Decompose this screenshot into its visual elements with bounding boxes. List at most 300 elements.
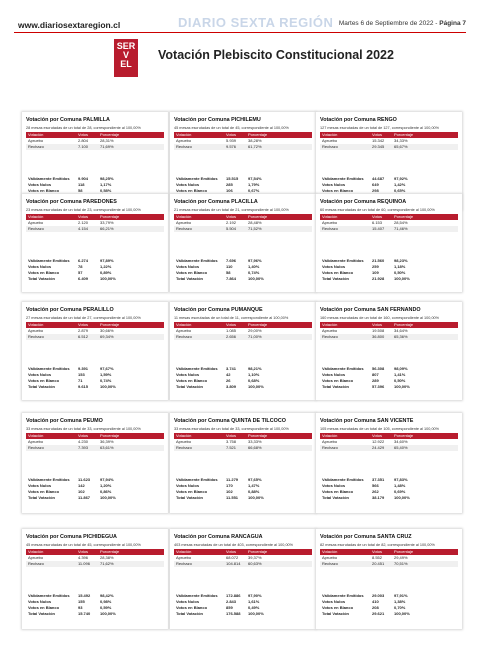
row-label: Rechazo (176, 445, 192, 450)
row-votes: 19.508 (372, 328, 385, 333)
summary-votes: 29.003 (372, 593, 385, 598)
summary-label: Votos Nulos (322, 372, 346, 377)
summary-votes: 3.741 (226, 366, 237, 371)
summary-votes: 298 (372, 188, 379, 193)
summary-percentage: 100,00% (248, 495, 264, 500)
page-title: Votación Plebiscito Constitucional 2022 (158, 48, 394, 62)
commune-results-card (170, 529, 316, 629)
summary-label: Válidamente Emitidos (28, 593, 70, 598)
row-label: Apruebo (322, 555, 338, 560)
summary-row (174, 276, 312, 282)
summary-label: Votos en Blanco (176, 489, 208, 494)
summary-row (174, 611, 312, 617)
summary-votes: 78 (78, 264, 83, 269)
card-title: Votación por Comuna PUMANQUE (174, 307, 263, 313)
row-percentage: 39,37% (248, 555, 262, 560)
summary-row (320, 384, 458, 390)
summary-percentage: 97,92% (394, 176, 408, 181)
summary-label: Válidamente Emitidos (28, 258, 70, 263)
summary-percentage: 1,41% (394, 372, 406, 377)
summary-label: Válidamente Emitidos (28, 477, 70, 482)
summary-votes: 153 (78, 372, 85, 377)
spacer (320, 451, 458, 477)
summary-votes: 21.928 (372, 276, 385, 281)
summary-votes: 208 (372, 605, 379, 610)
summary-votes: 11.867 (78, 495, 91, 500)
summary-label: Total Votación (322, 276, 349, 281)
summary-percentage: 97,65% (248, 477, 262, 482)
card-title: Votación por Comuna SANTA CRUZ (320, 534, 412, 540)
summary-votes: 807 (372, 372, 379, 377)
summary-label: Votos Nulos (176, 182, 200, 187)
header-votes: Votos (78, 433, 89, 438)
row-label: Rechazo (322, 226, 338, 231)
summary-votes: 649 (372, 182, 379, 187)
spacer (26, 567, 164, 593)
header-votes: Votos (372, 549, 383, 554)
row-votes: 20.451 (372, 561, 385, 566)
card-description: 105 mesas escrutadas de un total de 105, correspondiente al 100,00% (320, 427, 440, 431)
summary-percentage: 1,61% (248, 599, 260, 604)
row-votes: 12.922 (372, 439, 385, 444)
summary-votes: 44.687 (372, 176, 385, 181)
summary-percentage: 1,48% (394, 483, 406, 488)
row-percentage: 38,28% (248, 138, 262, 143)
row-label: Apruebo (28, 328, 44, 333)
summary-votes: 58 (226, 270, 231, 275)
row-label: Rechazo (176, 226, 192, 231)
row-label: Apruebo (322, 328, 338, 333)
header-percentage: Porcentaje (100, 433, 120, 438)
row-votes: 9.576 (226, 144, 237, 149)
summary-percentage: 0,50% (394, 378, 406, 383)
row-percentage: 29,00% (248, 328, 262, 333)
row-votes: 2.192 (226, 220, 237, 225)
summary-label: Válidamente Emitidos (176, 176, 218, 181)
header-percentage: Porcentaje (248, 322, 268, 327)
summary-label: Total Votación (28, 611, 55, 616)
header-option: Votación (322, 549, 338, 554)
summary-votes: 58 (78, 188, 83, 193)
summary-votes: 3.809 (226, 384, 237, 389)
summary-label: Votos en Blanco (28, 605, 60, 610)
summary-percentage: 0,59% (100, 605, 112, 610)
summary-percentage: 97,90% (248, 593, 262, 598)
row-label: Apruebo (322, 439, 338, 444)
header-percentage: Porcentaje (100, 214, 120, 219)
card-description: 45 mesas escrutadas de un total de 45, correspondiente al 100,00% (26, 543, 141, 547)
row-label: Rechazo (28, 445, 44, 450)
summary-row (26, 495, 164, 501)
summary-percentage: 1,10% (248, 372, 260, 377)
card-description: 23 mesas escrutadas de un total de 23, correspondiente al 100,00% (26, 208, 141, 212)
summary-votes: 57 (78, 270, 83, 275)
summary-percentage: 0,50% (394, 270, 406, 275)
summary-votes: 172.886 (226, 593, 241, 598)
newspaper-masthead: DIARIO SEXTA REGIÓN (178, 15, 334, 30)
summary-label: Votos Nulos (322, 599, 346, 604)
summary-percentage: 0,70% (394, 605, 406, 610)
header-votes: Votos (226, 132, 237, 137)
summary-percentage: 97,54% (248, 176, 262, 181)
header-percentage: Porcentaje (394, 214, 414, 219)
row-label: Apruebo (322, 138, 338, 143)
row-percentage: 71,62% (100, 561, 114, 566)
summary-label: Válidamente Emitidos (176, 366, 218, 371)
row-percentage: 28,31% (100, 138, 114, 143)
spacer (26, 451, 164, 477)
summary-votes: 2.843 (226, 599, 237, 604)
row-percentage: 66,21% (100, 226, 114, 231)
spacer (320, 340, 458, 366)
row-label: Apruebo (322, 220, 338, 225)
row-votes: 2.120 (78, 220, 89, 225)
summary-percentage: 0,98% (100, 599, 112, 604)
summary-percentage: 1,38% (394, 599, 406, 604)
row-votes: 2.879 (78, 328, 89, 333)
summary-votes: 102 (226, 489, 233, 494)
summary-row (26, 611, 164, 617)
row-votes: 2.804 (78, 138, 89, 143)
summary-row (320, 276, 458, 282)
row-votes: 1.085 (226, 328, 237, 333)
summary-votes: 259 (372, 264, 379, 269)
summary-label: Votos en Blanco (322, 605, 354, 610)
summary-votes: 566 (372, 483, 379, 488)
summary-label: Votos en Blanco (176, 270, 208, 275)
summary-label: Válidamente Emitidos (322, 593, 364, 598)
summary-label: Votos en Blanco (28, 378, 60, 383)
summary-percentage: 1,20% (100, 483, 112, 488)
card-description: 82 mesas escrutadas de un total de 82, correspondiente al 100,00% (320, 543, 435, 547)
row-votes: 6.153 (372, 220, 383, 225)
row-votes: 8.552 (372, 555, 383, 560)
card-title: Votación por Comuna SAN VICENTE (320, 418, 414, 424)
summary-percentage: 97,91% (394, 593, 408, 598)
summary-votes: 7.696 (226, 258, 237, 263)
summary-label: Votos Nulos (28, 599, 52, 604)
row-votes: 104.814 (226, 561, 241, 566)
summary-votes: 11.623 (78, 477, 91, 482)
summary-votes: 410 (372, 599, 379, 604)
row-label: Apruebo (28, 220, 44, 225)
spacer (174, 340, 312, 366)
row-votes: 4.230 (78, 439, 89, 444)
card-description: 21 mesas escrutadas de un total de 21, correspondiente al 100,00% (174, 208, 289, 212)
row-label: Apruebo (176, 138, 192, 143)
row-percentage: 63,61% (100, 445, 114, 450)
row-label: Apruebo (176, 555, 192, 560)
summary-votes: 26 (226, 378, 231, 383)
summary-label: Votos en Blanco (322, 188, 354, 193)
row-label: Rechazo (322, 334, 338, 339)
row-votes: 15.342 (372, 138, 385, 143)
commune-results-card (22, 194, 168, 292)
card-title: Votación por Comuna PICHILEMU (174, 117, 261, 123)
row-label: Rechazo (176, 561, 192, 566)
row-label: Apruebo (176, 328, 192, 333)
summary-label: Votos en Blanco (28, 188, 60, 193)
row-percentage: 69,34% (100, 334, 114, 339)
summary-label: Votos Nulos (176, 483, 200, 488)
summary-percentage: 0,86% (100, 489, 112, 494)
row-percentage: 71,52% (248, 226, 262, 231)
card-title: Votación por Comuna PEUMO (26, 418, 103, 424)
header-votes: Votos (372, 322, 383, 327)
summary-label: Votos Nulos (322, 483, 346, 488)
row-votes: 6.512 (78, 334, 89, 339)
row-votes: 7.521 (226, 445, 237, 450)
card-title: Votación por Comuna SAN FERNANDO (320, 307, 421, 313)
summary-percentage: 1,42% (394, 182, 406, 187)
summary-votes: 11.279 (226, 477, 239, 482)
row-percentage: 65,40% (394, 445, 408, 450)
row-label: Rechazo (28, 226, 44, 231)
row-votes: 5.504 (226, 226, 237, 231)
card-title: Votación por Comuna RANCAGUA (174, 534, 263, 540)
summary-label: Votos Nulos (176, 599, 200, 604)
card-title: Votación por Comuna QUINTA DE TILCOCO (174, 418, 286, 424)
commune-results-card (170, 413, 316, 513)
card-title: Votación por Comuna PICHIDEGUA (26, 534, 117, 540)
header-option: Votación (322, 214, 338, 219)
summary-percentage: 100,00% (248, 276, 264, 281)
summary-percentage: 100,00% (248, 384, 264, 389)
row-votes: 11.096 (78, 561, 90, 566)
card-description: 160 mesas escrutadas de un total de 160, correspondiente al 100,00% (320, 316, 440, 320)
summary-percentage: 1,40% (248, 264, 260, 269)
summary-percentage: 1,17% (100, 182, 112, 187)
row-votes: 29.345 (372, 144, 385, 149)
summary-percentage: 1,22% (100, 264, 112, 269)
commune-results-card (22, 413, 168, 513)
summary-label: Votos en Blanco (322, 378, 354, 383)
summary-percentage: 100,00% (100, 495, 116, 500)
spacer (174, 567, 312, 593)
header-percentage: Porcentaje (100, 549, 120, 554)
summary-votes: 56.308 (372, 366, 385, 371)
row-label: Rechazo (322, 144, 338, 149)
row-percentage: 28,48% (248, 220, 262, 225)
row-percentage: 34,33% (394, 138, 408, 143)
summary-percentage: 100,00% (394, 495, 410, 500)
row-percentage: 28,38% (100, 555, 114, 560)
row-label: Apruebo (28, 439, 44, 444)
row-votes: 24.429 (372, 445, 385, 450)
row-label: Rechazo (322, 445, 338, 450)
summary-label: Total Votación (322, 384, 349, 389)
row-percentage: 34,60% (394, 439, 408, 444)
summary-row (26, 276, 164, 282)
card-description: 33 mesas escrutadas de un total de 33, correspondiente al 100,00% (26, 427, 141, 431)
summary-votes: 176.588 (226, 611, 241, 616)
header-votes: Votos (78, 549, 89, 554)
header-option: Votación (28, 132, 44, 137)
summary-percentage: 98,09% (394, 366, 408, 371)
summary-label: Válidamente Emitidos (322, 366, 364, 371)
site-url[interactable]: www.diariosextaregion.cl (18, 20, 121, 30)
logo-line-3: EL (120, 59, 132, 69)
header-option: Votación (176, 433, 192, 438)
servel-logo (114, 39, 138, 77)
card-description: 28 mesas escrutadas de un total de 28, correspondiente al 100,00% (26, 126, 141, 130)
summary-votes: 110 (226, 264, 233, 269)
summary-votes: 37.351 (372, 477, 385, 482)
summary-votes: 71 (78, 378, 83, 383)
row-votes: 15.407 (372, 226, 385, 231)
card-description: 127 mesas escrutadas de un total de 127, correspondiente al 100,00% (320, 126, 440, 130)
summary-percentage: 1,59% (100, 372, 112, 377)
commune-results-card (170, 302, 316, 400)
card-description: 11 mesas escrutadas de un total de 11, correspondiente al 100,00% (174, 316, 289, 320)
summary-votes: 9.904 (78, 176, 89, 181)
summary-percentage: 97,83% (394, 477, 408, 482)
summary-votes: 93 (78, 605, 83, 610)
summary-percentage: 0,65% (394, 188, 406, 193)
summary-votes: 9.391 (78, 366, 89, 371)
header-option: Votación (176, 322, 192, 327)
summary-label: Votos Nulos (28, 182, 52, 187)
summary-label: Total Votación (322, 611, 349, 616)
summary-votes: 15.492 (78, 593, 91, 598)
summary-label: Total Votación (28, 495, 55, 500)
summary-label: Votos en Blanco (322, 489, 354, 494)
summary-percentage: 97,89% (100, 258, 114, 263)
summary-percentage: 98,23% (394, 258, 408, 263)
row-votes: 2.656 (226, 334, 237, 339)
header-option: Votación (322, 322, 338, 327)
spacer (26, 340, 164, 366)
spacer (320, 567, 458, 593)
summary-label: Votos Nulos (322, 182, 346, 187)
summary-label: Votos Nulos (28, 372, 52, 377)
logo-line-2: V (122, 50, 129, 60)
row-percentage: 71,46% (394, 226, 408, 231)
summary-votes: 15.740 (78, 611, 91, 616)
commune-results-card (22, 302, 168, 400)
header-votes: Votos (226, 322, 237, 327)
row-votes: 3.758 (226, 439, 237, 444)
summary-label: Válidamente Emitidos (322, 176, 364, 181)
summary-votes: 102 (78, 489, 85, 494)
summary-label: Votos Nulos (176, 264, 200, 269)
summary-row (320, 611, 458, 617)
spacer (320, 232, 458, 258)
header-option: Votación (176, 549, 192, 554)
summary-row (174, 384, 312, 390)
row-votes: 36.800 (372, 334, 385, 339)
row-percentage: 30,66% (100, 328, 114, 333)
header-percentage: Porcentaje (394, 433, 414, 438)
row-label: Apruebo (176, 439, 192, 444)
summary-votes: 262 (372, 489, 379, 494)
summary-votes: 289 (372, 378, 379, 383)
header-option: Votación (28, 214, 44, 219)
summary-row (174, 495, 312, 501)
row-label: Rechazo (28, 561, 44, 566)
summary-label: Válidamente Emitidos (28, 176, 70, 181)
summary-percentage: 98,42% (100, 593, 114, 598)
summary-label: Votos en Blanco (176, 188, 208, 193)
row-label: Rechazo (322, 561, 338, 566)
summary-percentage: 0,69% (394, 489, 406, 494)
summary-votes: 142 (78, 483, 85, 488)
header-votes: Votos (226, 214, 237, 219)
row-percentage: 65,67% (394, 144, 408, 149)
summary-votes: 9.615 (78, 384, 89, 389)
summary-votes: 29.621 (372, 611, 385, 616)
summary-percentage: 100,00% (100, 384, 116, 389)
commune-results-card (316, 302, 462, 400)
summary-votes: 285 (226, 182, 233, 187)
header-option: Votación (176, 132, 192, 137)
summary-votes: 106 (226, 188, 233, 193)
commune-results-card (170, 194, 316, 292)
card-title: Votación por Comuna RENGO (320, 117, 397, 123)
spacer (174, 150, 312, 176)
summary-percentage: 97,94% (100, 477, 114, 482)
summary-percentage: 100,00% (394, 276, 410, 281)
summary-votes: 155 (78, 599, 85, 604)
header-votes: Votos (226, 549, 237, 554)
summary-percentage: 1,18% (394, 264, 406, 269)
spacer (26, 232, 164, 258)
row-label: Apruebo (28, 555, 44, 560)
summary-votes: 6.274 (78, 258, 89, 263)
summary-votes: 118 (78, 182, 85, 187)
summary-label: Votos en Blanco (28, 270, 60, 275)
header-votes: Votos (78, 132, 89, 137)
card-title: Votación por Comuna REQUINOA (320, 199, 407, 205)
summary-votes: 170 (226, 483, 233, 488)
summary-label: Total Votación (28, 384, 55, 389)
summary-label: Total Votación (322, 495, 349, 500)
row-votes: 4.396 (78, 555, 89, 560)
spacer (174, 451, 312, 477)
row-percentage: 65,36% (394, 334, 408, 339)
card-title: Votación por Comuna PLACILLA (174, 199, 258, 205)
header-percentage: Porcentaje (100, 132, 120, 137)
summary-percentage: 100,00% (394, 611, 410, 616)
row-percentage: 70,51% (394, 561, 408, 566)
row-label: Rechazo (28, 144, 44, 149)
commune-results-card (316, 413, 462, 513)
header-votes: Votos (78, 322, 89, 327)
header-votes: Votos (372, 433, 383, 438)
header-option: Votación (28, 322, 44, 327)
summary-label: Votos Nulos (176, 372, 200, 377)
summary-percentage: 97,67% (100, 366, 114, 371)
header-percentage: Porcentaje (248, 549, 268, 554)
commune-results-card (316, 529, 462, 629)
row-percentage: 66,68% (248, 445, 262, 450)
summary-percentage: 97,96% (248, 258, 262, 263)
page-number: Página 7 (439, 20, 466, 27)
header-percentage: Porcentaje (248, 132, 268, 137)
summary-label: Votos Nulos (322, 264, 346, 269)
summary-label: Total Votación (176, 276, 203, 281)
summary-percentage: 100,00% (248, 611, 264, 616)
row-percentage: 29,49% (394, 555, 408, 560)
summary-label: Total Votación (176, 495, 203, 500)
summary-percentage: 0,74% (248, 270, 260, 275)
summary-percentage: 1,79% (248, 182, 260, 187)
summary-votes: 15.515 (226, 176, 239, 181)
summary-percentage: 0,68% (248, 378, 260, 383)
summary-label: Votos en Blanco (322, 270, 354, 275)
row-percentage: 33,79% (100, 220, 114, 225)
header-percentage: Porcentaje (394, 132, 414, 137)
